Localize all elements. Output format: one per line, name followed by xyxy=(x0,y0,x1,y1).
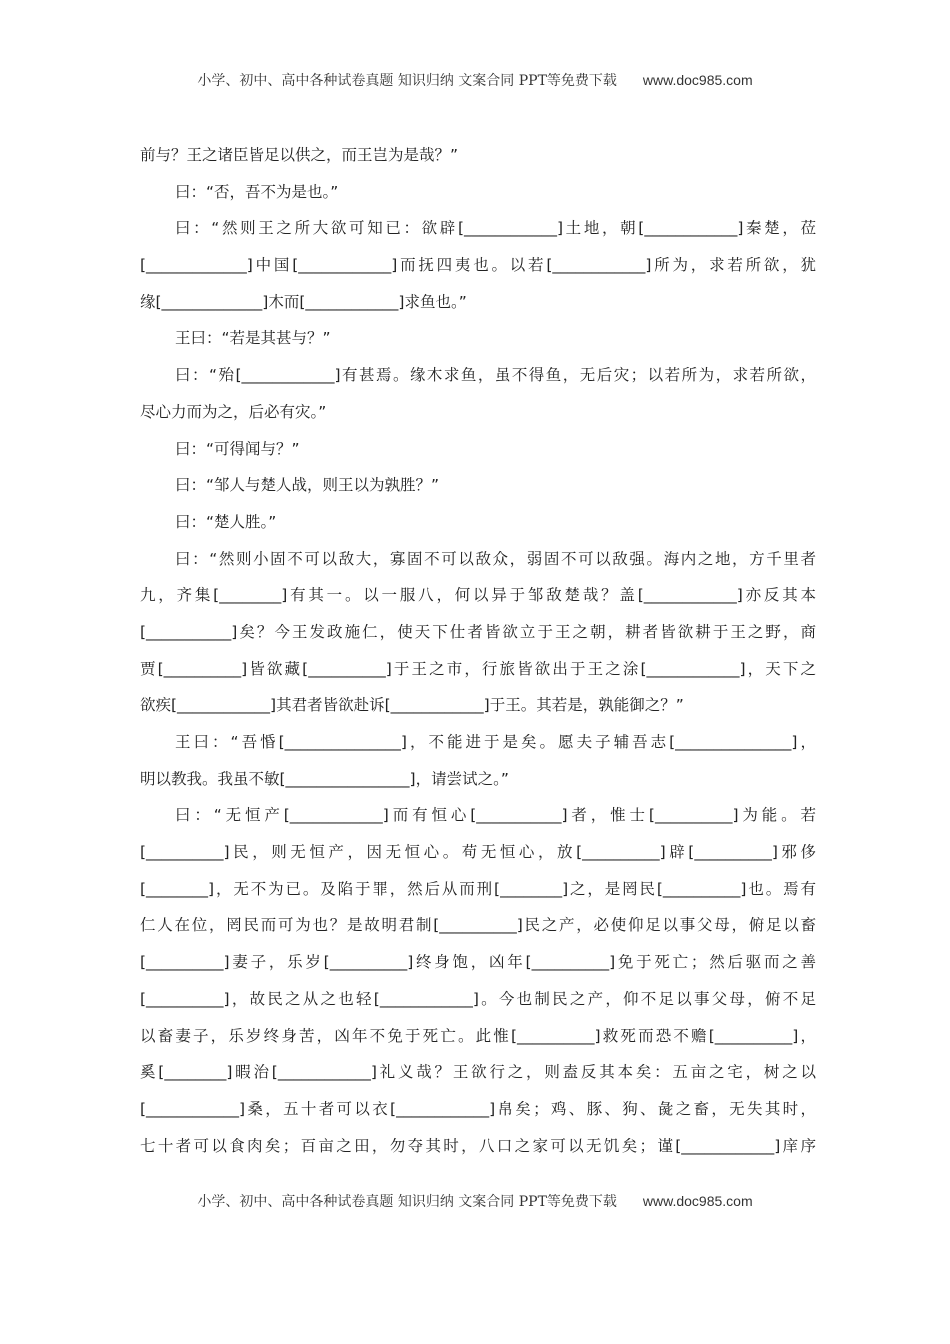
text-line: [__________]，故民之从之也轻[____________]。今也制民之产，仰不足以事父母，俯不足 xyxy=(140,989,816,1008)
text-line: 仁人在位，罔民而可为也？是故明君制[__________]民之产，必使仰足以事父母，俯足以畜 xyxy=(140,916,816,935)
text-line: 明以教我。我虽不敏[________________]，请尝试之。” xyxy=(140,769,509,788)
text-line: [__________]妻子，乐岁[__________]终身饱，凶年[__________]免于死亡；然后驱而之善 xyxy=(140,953,816,972)
footer-text: 小学、初中、高中各种试卷真题 知识归纳 文案合同 PPT等免费下载 xyxy=(197,1194,617,1210)
text-line: 曰：“无恒产[____________]而有恒心[___________]者，惟士[__________]为能。若 xyxy=(175,806,816,825)
text-line: 七十者可以食肉矣；百亩之田，勿夺其时，八口之家可以无饥矣；谨[____________]庠序 xyxy=(140,1136,816,1155)
text-line: [__________]民，则无恒产，因无恒心。苟无恒心，放[__________]辟[__________]邪侈 xyxy=(140,843,816,862)
header-url: www.doc985.com xyxy=(642,72,753,88)
text-line: 曰：“然则王之所大欲可知已：欲辟[____________]土地，朝[____________]秦楚，莅 xyxy=(175,219,816,238)
text-line: [________]，无不为已。及陷于罪，然后从而刑[________]之，是罔民[__________]也。焉有 xyxy=(140,879,816,898)
text-line: 欲疾[____________]其君者皆欲赴诉[____________]于王。其若是，孰能御之？” xyxy=(140,696,684,715)
text-line: 曰：“楚人胜。” xyxy=(175,512,277,531)
text-line: 贾[__________]皆欲藏[__________]于王之市，行旅皆欲出于王之涂[____________]，天下之 xyxy=(140,659,816,678)
text-line: 曰：“然则小固不可以敌大，寡固不可以敌众，弱固不可以敌强。海内之地，方千里者 xyxy=(175,549,816,568)
text-line: 缘[_____________]木而[____________]求鱼也。” xyxy=(140,292,467,311)
text-line: 曰：“可得闻与？” xyxy=(175,439,300,458)
text-line: 尽心力而为之，后必有灾。” xyxy=(140,402,327,421)
text-line: 曰：“否，吾不为是也。” xyxy=(175,182,339,201)
text-line: 前与？王之诸臣皆足以供之，而王岂为是哉？” xyxy=(140,146,459,164)
text-line: [___________]矣？今王发政施仁，使天下仕者皆欲立于王之朝，耕者皆欲耕于王之野，商 xyxy=(140,622,816,641)
page-footer xyxy=(0,1191,950,1211)
text-line: 九，齐集[________]有其一。以一服八，何以异于邹敌楚哉？盖[____________]亦反其本 xyxy=(140,586,816,605)
text-line: 曰：“邹人与楚人战，则王以为孰胜？” xyxy=(175,476,440,495)
footer-url: www.doc985.com xyxy=(642,1193,753,1209)
document-body xyxy=(140,143,816,1170)
text-line: 王曰：“吾惛[_______________]，不能进于是矣。愿夫子辅吾志[_______________]， xyxy=(175,733,816,751)
text-line: 王曰：“若是其甚与？” xyxy=(175,329,331,348)
header-text: 小学、初中、高中各种试卷真题 知识归纳 文案合同 PPT等免费下载 xyxy=(197,73,617,89)
text-line: 以畜妻子，乐岁终身苦，凶年不免于死亡。此惟[__________]救死而恐不赡[__________]， xyxy=(140,1026,816,1045)
text-line: 曰：“殆[____________]有甚焉。缘木求鱼，虽不得鱼，无后灾；以若所为，求若所欲， xyxy=(175,366,816,385)
text-line: 奚[________]暇治[____________]礼义哉？王欲行之，则盍反其本矣：五亩之宅，树之以 xyxy=(140,1063,816,1082)
page-header xyxy=(0,70,950,90)
text-line: [____________]桑，五十者可以衣[____________]帛矣；鸡、豚、狗、彘之畜，无失其时， xyxy=(140,1099,816,1118)
text-line: [_____________]中国[____________]而抚四夷也。以若[____________]所为，求若所欲，犹 xyxy=(140,256,816,275)
